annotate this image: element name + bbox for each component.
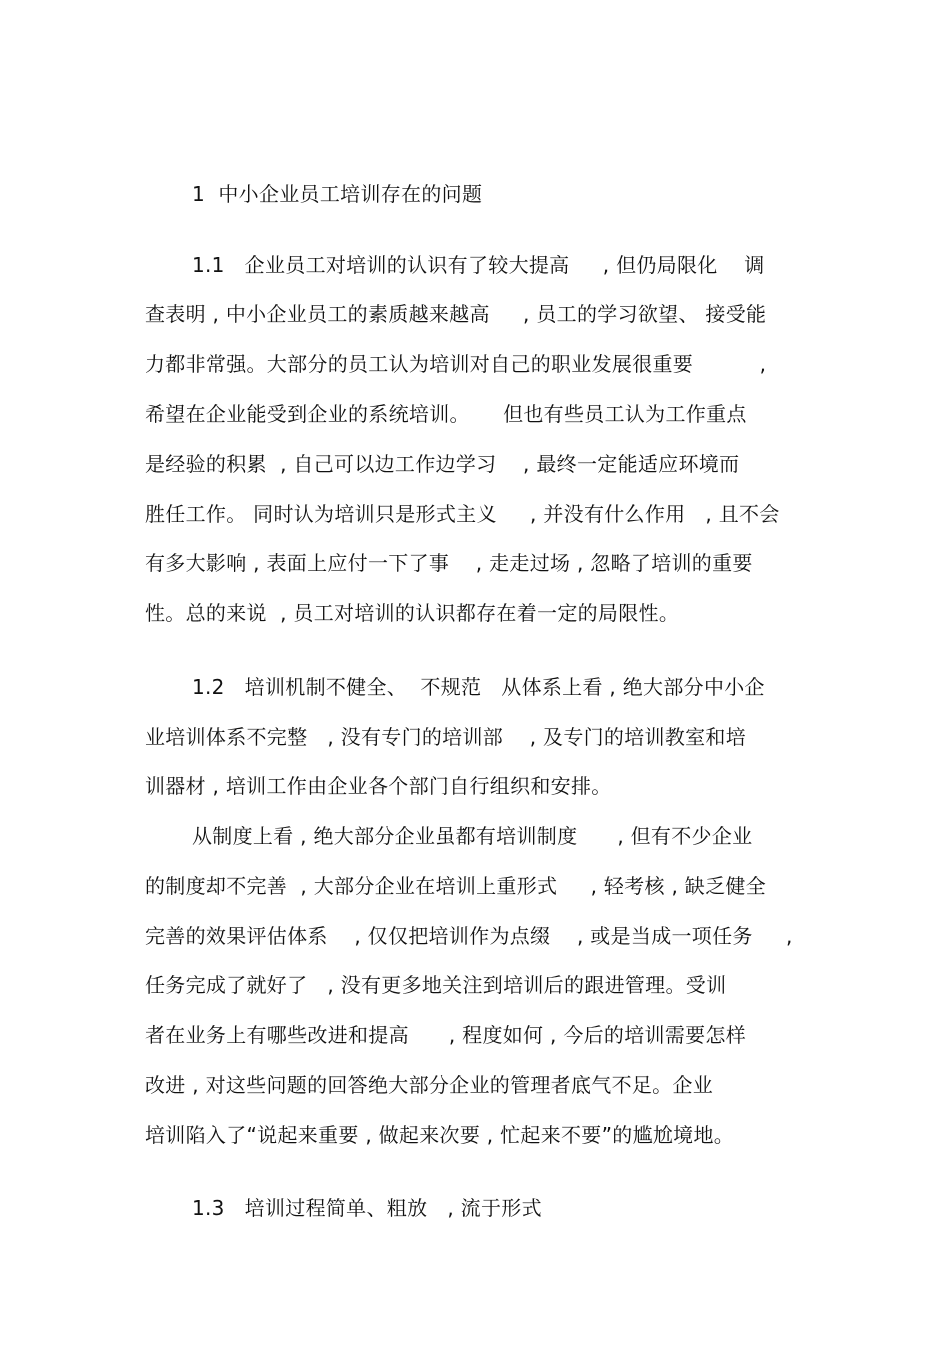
paragraph-line: 培训陷入了“说起来重要 , 做起来次要 , 忙起来不要”的尴尬境地。: [145, 1123, 735, 1147]
paragraph-line: 任务完成了就好了 , 没有更多地关注到培训后的跟进管理。受训: [145, 973, 727, 997]
paragraph-line: 1.2 培训机制不健全、 不规范 从体系上看 , 绝大部分中小企: [192, 675, 765, 699]
paragraph-line: 完善的效果评估体系 , 仅仅把培训作为点缀 , 或是当成一项任务 ,: [145, 924, 793, 948]
paragraph-line: 改进 , 对这些问题的回答绝大部分企业的管理者底气不足。企业: [145, 1073, 714, 1097]
paragraph-line: 希望在企业能受到企业的系统培训。 但也有些员工认为工作重点: [145, 402, 747, 426]
paragraph-line: 业培训体系不完整 , 没有专门的培训部 , 及专门的培训教室和培: [145, 725, 747, 749]
paragraph-line: 训器材 , 培训工作由企业各个部门自行组织和安排。: [145, 774, 612, 798]
paragraph-line: 者在业务上有哪些改进和提高 , 程度如何 , 今后的培训需要怎样: [145, 1023, 747, 1047]
paragraph-line: 查表明 , 中小企业员工的素质越来越高 , 员工的学习欲望、 接受能: [145, 302, 767, 326]
section-heading: 1.3 培训过程简单、粗放 , 流于形式: [192, 1196, 542, 1220]
paragraph-line: 是经验的积累 , 自己可以边工作边学习 , 最终一定能适应环境而: [145, 452, 740, 476]
paragraph-line: 胜任工作。 同时认为培训只是形式主义 , 并没有什么作用 , 且不会: [145, 502, 780, 526]
paragraph-line: 的制度却不完善 , 大部分企业在培训上重形式 , 轻考核 , 缺乏健全: [145, 874, 767, 898]
paragraph-line: 1.1 企业员工对培训的认识有了较大提高 , 但仍局限化 调: [192, 253, 765, 277]
section-heading: 1 中小企业员工培训存在的问题: [192, 182, 483, 206]
paragraph-line: 从制度上看 , 绝大部分企业虽都有培训制度 , 但有不少企业: [192, 824, 753, 848]
paragraph-line: 有多大影响 , 表面上应付一下了事 , 走走过场 , 忽略了培训的重要: [145, 551, 753, 575]
paragraph-line: 力都非常强。大部分的员工认为培训对自己的职业发展很重要 ,: [145, 352, 767, 376]
paragraph-line: 性。总的来说 , 员工对培训的认识都存在着一定的局限性。: [145, 601, 680, 625]
